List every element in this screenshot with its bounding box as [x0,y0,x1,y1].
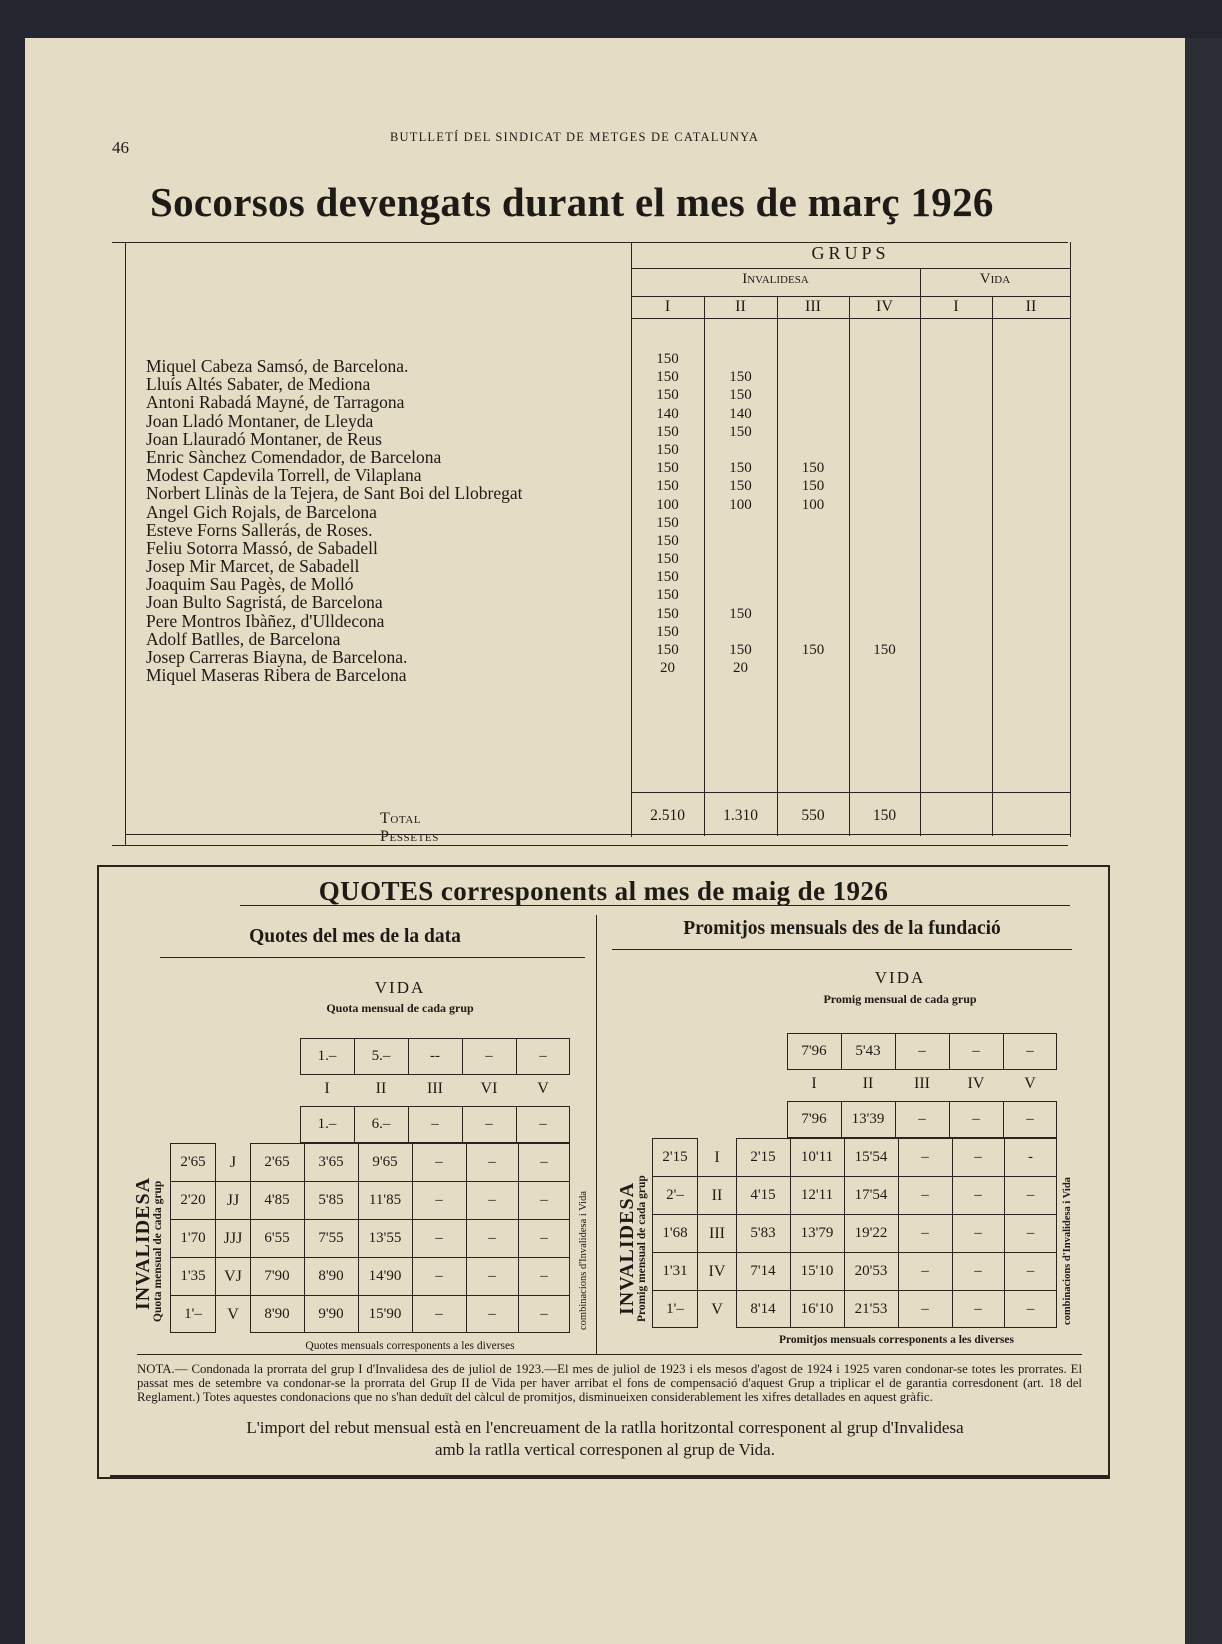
table-cell: 11'85 [368,1192,402,1208]
table-cell: 150 [656,605,679,622]
table-cell: 100 [729,496,752,513]
table-cell: 6'55 [264,1230,290,1246]
table-cell: – [539,1116,547,1132]
list-item: Feliu Sotorra Massó, de Sabadell [146,537,378,558]
left-side-label: combinacions d'Invalidesa i Vida [578,1191,589,1330]
table-cell [849,623,920,641]
table-cell: 5.– [371,1048,391,1064]
list-item: Joan Lladó Montaner, de Lleyda [146,410,374,431]
table-cell: III [709,1225,725,1242]
table-cell: – [488,1230,496,1246]
right-invalidesa-sub: Promig mensual de cada grup [636,1175,648,1322]
table-cell [849,550,920,568]
table-cell: 140 [729,405,752,422]
table-cell [849,568,920,586]
table-cell: 150 [656,532,679,549]
table-cell [849,386,920,404]
table-cell: – [921,1301,929,1317]
table-cell: 1'– [666,1301,684,1317]
table-cell [777,623,849,641]
table-cell: – [431,1116,439,1132]
column-inv-I [631,350,704,677]
table-cell: II [375,1080,387,1097]
table-cell: VJ [224,1268,242,1285]
table-cell: JJ [226,1192,240,1209]
table-cell [704,350,777,368]
table-cell: 8'14 [750,1301,776,1317]
table-cell: 150 [656,387,679,404]
list-item: Josep Mir Marcet, de Sabadell [146,556,360,577]
table-cell [777,568,849,586]
table-cell [849,532,920,550]
table-cell: 150 [801,460,825,477]
table-cell: – [1026,1043,1034,1059]
table-cell: 150 [656,569,679,586]
col-header-inv-II: II [735,298,746,315]
table-cell: II [711,1187,723,1204]
table-cell: 7'55 [318,1230,344,1246]
table-cell: 21'53 [854,1301,888,1317]
column-inv-IV [849,350,920,677]
table-cell: 150 [656,623,679,640]
vida-header: Vida [979,271,1011,287]
right-heading: Promitjos mensuals des de la fundació [683,918,1001,939]
table-cell: – [435,1154,443,1170]
table-cell [849,368,920,386]
table-cell [704,550,777,568]
table-cell: 1'35 [180,1268,206,1284]
table-cell: 2'20 [180,1192,206,1208]
table-cell: J [229,1154,237,1171]
table-cell: – [1026,1301,1035,1317]
table-cell [777,368,849,386]
table-cell: 9'65 [372,1154,398,1170]
table-cell: I [714,1149,720,1166]
table-cell: IV [967,1075,985,1092]
table-cell [777,350,849,368]
table-cell [849,423,920,441]
list-item: Joaquim Sau Pagès, de Molló [146,574,354,595]
list-item: Pere Montros Ibàñez, d'Ulldecona [146,610,385,631]
table-cell: 150 [656,642,679,658]
table-cell: 100 [656,496,679,513]
table-cell: 15'54 [854,1149,888,1165]
table-cell [704,586,777,604]
table-cell [849,350,920,368]
col-header-vida-I: I [953,298,959,315]
table-cell: 20'53 [854,1263,888,1279]
table-cell: 10'11 [800,1149,834,1165]
list-item: Joan Bulto Sagristá, de Barcelona [146,592,383,613]
total-inv-III: 550 [801,807,825,824]
table-cell: 4'85 [264,1192,290,1208]
total-label: Total Pessetes [380,810,439,845]
left-invalidesa-sub: Quota mensual de cada grup [152,1180,164,1322]
table-cell: 150 [656,423,679,440]
invalidesa-header: Invalidesa [742,271,809,287]
table-cell: 150 [656,351,679,367]
right-bottom-label: Promitjos mensuals corresponents a les diverses [779,1334,1014,1346]
table-cell: 17'54 [854,1187,888,1203]
list-item: Norbert Llinàs de la Tejera, de Sant Boi del Llobregat [146,483,523,504]
table-cell: 7'96 [801,1043,827,1059]
table-cell [777,423,849,441]
list-item: Antoni Rabadá Mayné, de Tarragona [146,392,405,413]
table-cell: 5'43 [855,1043,881,1059]
table-cell: 15'90 [368,1306,402,1322]
table-cell: – [974,1187,982,1203]
table-cell: – [921,1149,929,1165]
table-cell: VI [480,1080,498,1097]
table-cell: – [435,1268,443,1284]
table-cell [704,568,777,586]
table-cell [849,605,920,623]
table-cell: 13'79 [800,1225,834,1241]
column-inv-II [704,350,777,677]
names-list [146,357,626,684]
list-item: Miquel Maseras Ribera de Barcelona [146,665,407,686]
col-header-inv-III: III [805,298,821,315]
table-cell: V [1024,1075,1036,1092]
table-cell: -- [430,1048,440,1064]
table-cell: – [540,1268,548,1284]
table-cell [849,496,920,514]
table-cell: 150 [729,460,752,477]
right-vida-sub: Promig mensual de cada grup [823,992,977,1006]
table-cell: 2'– [666,1187,684,1203]
table-cell: – [921,1225,929,1241]
list-item: Miquel Cabeza Samsó, de Barcelona. [146,356,409,376]
left-invalidesa-label: INVALIDESA [132,1176,154,1310]
table-cell: – [974,1263,982,1279]
table-cell: 2'15 [750,1149,776,1165]
page-edge [1185,38,1222,1644]
table-cell: – [485,1048,493,1064]
table-cell [849,659,920,677]
table-cell: 1'31 [662,1263,688,1279]
table-cell: 150 [729,478,752,495]
col-header-vida-II: II [1025,298,1037,315]
table-cell: 150 [729,423,752,440]
list-item: Esteve Forns Sallerás, de Roses. [146,519,373,540]
table-cell [777,514,849,532]
table-cell [849,586,920,604]
table-cell: – [1026,1187,1035,1203]
table-cell [777,659,849,677]
table-cell: 6.– [371,1116,391,1132]
nota-text: NOTA.— Condonada la prorrata del grup I d'Invalidesa des de juliol de 1923.—El mes de juliol de 1923 i els mesos d'agost de 1924 i 1925 varen condonar-se totes les prorrates. El passat mes de setembre va condonar-se la prorrata del Grup II de Vida per haver arribat el fons de compensació d'aquest Grup a triplicar el de garantia corresdonent (art. 18 del Reglament.) Totes aquestes condonacions que no s'han deduït del càlcul de promitjos, disminueixen considerablement les xifres detallades en aquest gràfic. [137,1362,1082,1404]
table-cell: 1.– [317,1048,337,1064]
table-cell: – [435,1306,443,1322]
table-cell: 150 [729,605,752,622]
right-vida-label: VIDA [874,968,926,987]
table-cell: 5'85 [318,1192,344,1208]
table-cell: V [537,1080,549,1097]
list-item: Angel Gich Rojals, de Barcelona [146,501,377,522]
table-cell [777,405,849,423]
table-cell: 150 [729,369,752,386]
table-cell: 8'90 [318,1268,344,1284]
table-cell: 150 [656,460,679,477]
table-cell: – [435,1192,443,1208]
table-cell: 150 [656,587,679,604]
table-cell: 150 [801,642,825,658]
running-head: BUTLLETÍ DEL SINDICAT DE METGES DE CATALUNYA [390,130,760,144]
table-cell: – [488,1306,496,1322]
table-cell: 16'10 [800,1301,834,1317]
col-header-inv-IV: IV [876,298,893,315]
table-cell: 12'11 [800,1187,834,1203]
table-cell: 20 [733,660,748,677]
table-cell: 100 [801,496,825,513]
quotes-title: QUOTES corresponents al mes de maig de 1926 [318,876,889,906]
table-cell: 150 [729,387,752,404]
table-cell [777,605,849,623]
left-heading: Quotes del mes de la data [249,926,461,947]
table-cell: I [811,1075,817,1092]
table-cell: – [539,1048,547,1064]
table-cell: – [1026,1111,1034,1127]
table-cell: 150 [656,551,679,568]
left-vida-sub: Quota mensual de cada grup [326,1001,474,1015]
table-cell: 150 [873,642,896,658]
table-cell: 4'15 [750,1187,776,1203]
list-item: Josep Carreras Biayna, de Barcelona. [146,647,408,667]
table-cell: – [435,1230,443,1246]
table-cell: - [1028,1149,1033,1165]
footer-line-1: L'import del rebut mensual està en l'encreuament de la ratlla horitzontal corresponent al grup d'Invalidesa [246,1418,964,1437]
page-number: 46 [112,138,129,157]
table-cell: 150 [801,478,825,495]
table-cell: – [918,1111,926,1127]
table-cell: 19'22 [854,1225,888,1241]
table-cell: – [540,1306,548,1322]
table-cell [704,514,777,532]
table-cell: 7'14 [750,1263,776,1279]
table-cell: – [485,1116,493,1132]
table-cell: – [540,1192,548,1208]
groups-label: GRUPS [811,243,890,263]
list-item: Adolf Batlles, de Barcelona [146,628,341,649]
table-cell: 20 [660,660,675,677]
left-bottom-label: Quotes mensuals corresponents a les diverses [305,1340,515,1352]
table-cell [849,514,920,532]
total-inv-II: 1.310 [723,807,758,824]
table-cell: I [324,1080,330,1097]
table-cell: 2'65 [180,1154,206,1170]
list-item: Enric Sànchez Comendador, de Barcelona [146,446,442,467]
table-cell: 7'96 [801,1111,827,1127]
table-cell [777,586,849,604]
table-cell: 15'10 [800,1263,834,1279]
table-cell: JJJ [223,1230,243,1247]
list-item: Modest Capdevila Torrell, de Vilaplana [146,465,422,486]
right-side-label: combinacions d'Invalidesa i Vida [1062,1177,1073,1325]
table-cell: – [918,1043,926,1059]
table-cell: 13'39 [851,1111,885,1127]
total-inv-I: 2.510 [650,807,685,824]
table-cell: 9'90 [318,1306,344,1322]
table-cell: – [972,1111,980,1127]
table-cell: V [227,1306,239,1323]
table-cell: 2'65 [264,1154,290,1170]
table-cell [704,441,777,459]
list-item: Lluís Altés Sabater, de Mediona [146,374,371,395]
table-cell: 7'90 [264,1268,290,1284]
table-cell [849,441,920,459]
table-cell: 14'90 [368,1268,402,1284]
table-cell [777,550,849,568]
table-cell: 3'65 [318,1154,344,1170]
table-cell: – [488,1268,496,1284]
table-cell: 1.– [317,1116,337,1132]
right-invalidesa-label: INVALIDESA [616,1181,638,1315]
table-cell: 2'15 [662,1149,688,1165]
table-cell: – [921,1187,929,1203]
table-cell: – [540,1230,548,1246]
table-cell [777,532,849,550]
table-cell [704,532,777,550]
column-inv-III [777,350,849,677]
total-inv-IV: 150 [872,807,897,824]
table-cell: – [972,1043,980,1059]
table-cell [849,477,920,495]
table-cell: 13'55 [368,1230,402,1246]
table-cell [849,459,920,477]
table-cell [777,386,849,404]
table-cell: 150 [656,514,679,531]
table-cell: – [540,1154,548,1170]
table-cell: 1'– [184,1306,202,1322]
table-cell [704,623,777,641]
table-cell: – [974,1301,982,1317]
table-cell: 150 [656,441,679,458]
table-cell: – [974,1225,982,1241]
table-cell [777,441,849,459]
table-cell: 150 [729,642,752,658]
table-cell: – [1026,1263,1035,1279]
col-header-inv-I: I [664,298,671,315]
footer-line-2: amb la ratlla vertical corresponen al grup de Vida. [435,1440,775,1459]
table-cell: 150 [656,369,679,386]
table-cell: IV [708,1263,726,1280]
table-cell: 150 [656,478,679,495]
table-cell: – [921,1263,929,1279]
list-item: Joan Llauradó Montaner, de Reus [146,428,382,449]
table-cell: 1'68 [662,1225,688,1241]
table-cell: V [711,1301,723,1318]
table-cell: 1'70 [180,1230,206,1246]
table-cell: – [974,1149,982,1165]
table-cell: II [862,1075,874,1092]
socorsos-title: Socorsos devengats durant el mes de març 1926 [150,179,994,225]
table-cell: 5'83 [750,1225,776,1241]
table-cell: – [488,1192,496,1208]
table-cell: 8'90 [264,1306,290,1322]
table-cell: III [427,1080,443,1097]
table-cell: – [1026,1225,1035,1241]
table-cell: 140 [656,405,679,422]
table-cell: III [914,1075,930,1092]
table-cell [849,405,920,423]
table-cell: – [488,1154,496,1170]
left-vida-label: VIDA [374,978,426,997]
